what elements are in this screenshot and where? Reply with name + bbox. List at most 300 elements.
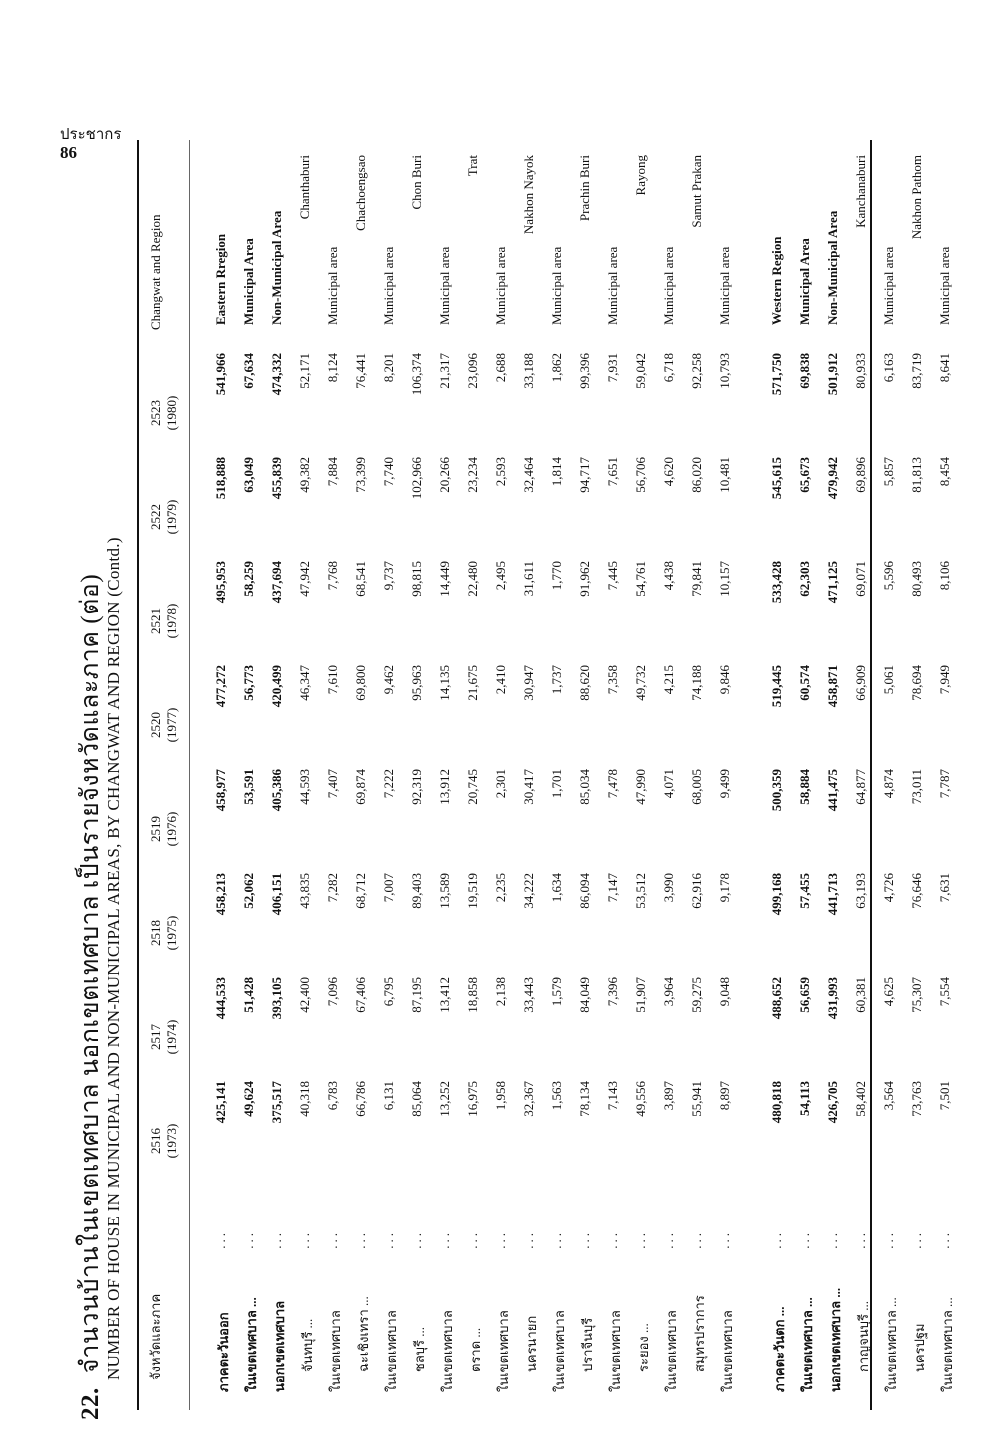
row-thai-label: ในเขตเทศบาล bbox=[496, 1310, 511, 1392]
table-cell: 78,694 bbox=[909, 665, 924, 701]
table-cell: 62,303 bbox=[797, 561, 812, 597]
table-cell: 43,835 bbox=[297, 873, 312, 909]
table-cell: 58,884 bbox=[797, 769, 812, 805]
row-leader-dots: ... bbox=[769, 1230, 784, 1249]
row-leader-dots: ... bbox=[881, 1230, 896, 1249]
row-thai-label: ภาคตะวันออก bbox=[216, 1312, 231, 1392]
table-cell: 4,625 bbox=[881, 977, 896, 1007]
table-cell: 4,215 bbox=[661, 665, 676, 695]
table-cell: 84,049 bbox=[577, 977, 592, 1013]
row-english-label: Kanchanaburi bbox=[853, 155, 868, 228]
table-cell: 78,134 bbox=[577, 1081, 592, 1117]
table-cell: 69,874 bbox=[353, 769, 368, 805]
year-column-header bbox=[148, 893, 179, 973]
table-cell: 2,688 bbox=[493, 353, 508, 383]
table-cell: 5,596 bbox=[881, 561, 896, 591]
row-english-label: Chon Buri bbox=[409, 155, 424, 210]
table-body bbox=[207, 140, 959, 1410]
table-cell: 533,428 bbox=[769, 561, 784, 604]
gregorian-year: (1973) bbox=[163, 1123, 179, 1159]
table-row bbox=[459, 140, 487, 1410]
table-cell: 69,071 bbox=[853, 561, 868, 597]
table-cell: 1,701 bbox=[549, 769, 564, 799]
row-thai-label: ในเขตเทศบาล ... bbox=[244, 1297, 259, 1392]
table-cell: 3,964 bbox=[661, 977, 676, 1007]
table-cell: 9,499 bbox=[717, 769, 732, 799]
row-english-label: Eastern Rregion bbox=[213, 233, 228, 325]
table-cell: 32,464 bbox=[521, 457, 536, 493]
row-leader-dots: ... bbox=[661, 1230, 676, 1249]
row-english-label: Chachoengsao bbox=[353, 155, 368, 231]
table-cell: 64,877 bbox=[853, 769, 868, 805]
table-cell: 6,163 bbox=[881, 353, 896, 383]
row-english-label: Non-Municipal Area bbox=[825, 210, 840, 325]
row-leader-dots: ... bbox=[549, 1230, 564, 1249]
table-cell: 68,005 bbox=[689, 769, 704, 805]
table-cell: 52,062 bbox=[241, 873, 256, 909]
table-cell: 7,096 bbox=[325, 977, 340, 1007]
row-thai-label: ในเขตเทศบาล ... bbox=[800, 1297, 815, 1392]
row-thai-label: ในเขตเทศบาล bbox=[552, 1310, 567, 1392]
table-cell: 501,912 bbox=[825, 353, 840, 396]
gregorian-year: (1976) bbox=[163, 811, 179, 847]
row-thai-label: ชลบุรี ... bbox=[412, 1326, 427, 1372]
row-thai-label: ฉะเชิงเทรา ... bbox=[356, 1296, 371, 1372]
table-cell: 66,786 bbox=[353, 1081, 368, 1117]
table-cell: 8,124 bbox=[325, 353, 340, 383]
table-cell: 10,157 bbox=[717, 561, 732, 597]
table-cell: 393,105 bbox=[269, 977, 284, 1020]
table-cell: 4,438 bbox=[661, 561, 676, 591]
table-cell: 54,761 bbox=[633, 561, 648, 597]
table-cell: 9,737 bbox=[381, 561, 396, 591]
table-cell: 47,942 bbox=[297, 561, 312, 597]
table-cell: 66,909 bbox=[853, 665, 868, 701]
table-cell: 458,871 bbox=[825, 665, 840, 708]
table-cell: 57,455 bbox=[797, 873, 812, 909]
row-leader-dots: ... bbox=[521, 1230, 536, 1249]
row-thai-label: นครปฐม bbox=[912, 1323, 927, 1372]
table-cell: 44,593 bbox=[297, 769, 312, 805]
thai-year: 2520 bbox=[148, 712, 163, 738]
table-title-thai-text: จำนวนบ้านในเขตเทศบาล นอกเขตเทศบาล เป็นรายจังหวัดและภาค (ต่อ) bbox=[77, 573, 104, 1374]
row-english-label: Municipal Area bbox=[241, 238, 256, 325]
row-leader-dots: ... bbox=[409, 1230, 424, 1249]
table-cell: 7,147 bbox=[605, 873, 620, 903]
table-row bbox=[791, 140, 819, 1410]
table-cell: 34,222 bbox=[521, 873, 536, 909]
table-cell: 69,800 bbox=[353, 665, 368, 701]
page-section-label: ประชากร bbox=[60, 127, 122, 143]
row-thai-label: ภาคตะวันตก ... bbox=[772, 1306, 787, 1392]
table-cell: 32,367 bbox=[521, 1081, 536, 1117]
table-cell: 69,838 bbox=[797, 353, 812, 389]
row-leader-dots: ... bbox=[605, 1230, 620, 1249]
row-leader-dots: ... bbox=[437, 1230, 452, 1249]
table-cell: 7,610 bbox=[325, 665, 340, 695]
row-english-label: Municipal area bbox=[881, 246, 896, 325]
table-cell: 1,814 bbox=[549, 457, 564, 487]
table-cell: 63,049 bbox=[241, 457, 256, 493]
table-cell: 85,064 bbox=[409, 1081, 424, 1117]
table-cell: 4,071 bbox=[661, 769, 676, 799]
row-thai-label: ในเขตเทศบาล bbox=[720, 1310, 735, 1392]
table-cell: 94,717 bbox=[577, 457, 592, 493]
table-cell: 92,319 bbox=[409, 769, 424, 805]
table-cell: 474,332 bbox=[269, 353, 284, 396]
table-cell: 7,143 bbox=[605, 1081, 620, 1111]
table-cell: 1,862 bbox=[549, 353, 564, 383]
table-cell: 51,907 bbox=[633, 977, 648, 1013]
row-leader-dots: ... bbox=[633, 1230, 648, 1249]
table-cell: 67,406 bbox=[353, 977, 368, 1013]
thai-year: 2518 bbox=[148, 920, 163, 946]
table-cell: 102,966 bbox=[409, 457, 424, 500]
gregorian-year: (1978) bbox=[163, 603, 179, 639]
row-thai-label: กาญจนบุรี ... bbox=[856, 1301, 871, 1372]
table-cell: 86,094 bbox=[577, 873, 592, 909]
table-cell: 431,993 bbox=[825, 977, 840, 1020]
year-column-header bbox=[148, 685, 179, 765]
table-cell: 14,449 bbox=[437, 561, 452, 597]
table-cell: 10,793 bbox=[717, 353, 732, 389]
gregorian-year: (1977) bbox=[163, 707, 179, 743]
row-english-label: Municipal area bbox=[381, 246, 396, 325]
gregorian-year: (1979) bbox=[163, 499, 179, 535]
table-cell: 58,259 bbox=[241, 561, 256, 597]
table-cell: 85,034 bbox=[577, 769, 592, 805]
row-leader-dots: ... bbox=[213, 1230, 228, 1249]
table-row bbox=[263, 140, 291, 1410]
table-cell: 7,407 bbox=[325, 769, 340, 799]
row-leader-dots: ... bbox=[717, 1230, 732, 1249]
table-cell: 60,381 bbox=[853, 977, 868, 1013]
table-row bbox=[711, 140, 739, 1410]
table-cell: 59,275 bbox=[689, 977, 704, 1013]
row-english-label: Western Region bbox=[769, 236, 784, 325]
table-cell: 13,412 bbox=[437, 977, 452, 1013]
table-cell: 499,168 bbox=[769, 873, 784, 916]
english-column-header: Changwat and Region bbox=[148, 214, 163, 330]
row-thai-label: ระยอง ... bbox=[636, 1323, 651, 1372]
table-cell: 9,846 bbox=[717, 665, 732, 695]
page-number: 86 bbox=[60, 142, 77, 162]
table-cell: 49,556 bbox=[633, 1081, 648, 1117]
table-cell: 7,787 bbox=[937, 769, 952, 799]
table-cell: 7,768 bbox=[325, 561, 340, 591]
table-row bbox=[291, 140, 319, 1410]
gregorian-year: (1975) bbox=[163, 915, 179, 951]
table-cell: 98,815 bbox=[409, 561, 424, 597]
table-cell: 8,454 bbox=[937, 457, 952, 487]
table-cell: 86,020 bbox=[689, 457, 704, 493]
table-cell: 2,410 bbox=[493, 665, 508, 695]
row-leader-dots: ... bbox=[241, 1230, 256, 1249]
table-cell: 571,750 bbox=[769, 353, 784, 396]
row-leader-dots: ... bbox=[493, 1230, 508, 1249]
row-english-label: Municipal area bbox=[717, 246, 732, 325]
rotated-table-frame bbox=[70, 120, 955, 1420]
table-cell: 405,386 bbox=[269, 769, 284, 812]
row-leader-dots: ... bbox=[269, 1230, 284, 1249]
table-cell: 33,443 bbox=[521, 977, 536, 1013]
table-cell: 63,193 bbox=[853, 873, 868, 909]
table-cell: 420,499 bbox=[269, 665, 284, 708]
table-cell: 31,611 bbox=[521, 561, 536, 597]
table-cell: 46,347 bbox=[297, 665, 312, 701]
thai-year: 2517 bbox=[148, 1024, 163, 1050]
row-thai-label: ปราจีนบุรี bbox=[580, 1317, 595, 1372]
table-cell: 4,726 bbox=[881, 873, 896, 903]
table-row bbox=[683, 140, 711, 1410]
row-english-label: Samut Prakan bbox=[689, 155, 704, 228]
table-cell: 406,151 bbox=[269, 873, 284, 916]
year-column-header bbox=[148, 997, 179, 1077]
row-english-label: Nakhon Nayok bbox=[521, 155, 536, 235]
row-leader-dots: ... bbox=[825, 1230, 840, 1249]
row-english-label: Municipal area bbox=[325, 246, 340, 325]
table-cell: 14,135 bbox=[437, 665, 452, 701]
row-english-label: Municipal area bbox=[937, 246, 952, 325]
table-cell: 106,374 bbox=[409, 353, 424, 396]
table-cell: 65,673 bbox=[797, 457, 812, 493]
row-english-label: Municipal area bbox=[437, 246, 452, 325]
table-cell: 21,317 bbox=[437, 353, 452, 389]
table-number: 22. bbox=[77, 1387, 104, 1420]
table-cell: 479,942 bbox=[825, 457, 840, 500]
table-cell: 437,694 bbox=[269, 561, 284, 604]
row-leader-dots: ... bbox=[381, 1230, 396, 1249]
table-cell: 54,113 bbox=[797, 1081, 812, 1117]
table-row bbox=[207, 140, 235, 1410]
row-english-label: Non-Municipal Area bbox=[269, 210, 284, 325]
row-english-label: Municipal Area bbox=[797, 238, 812, 325]
table-cell: 1,563 bbox=[549, 1081, 564, 1111]
table-cell: 7,282 bbox=[325, 873, 340, 903]
thai-year: 2523 bbox=[148, 400, 163, 426]
table-cell: 7,931 bbox=[605, 353, 620, 383]
table-cell: 13,252 bbox=[437, 1081, 452, 1117]
table-cell: 33,188 bbox=[521, 353, 536, 389]
table-cell: 49,382 bbox=[297, 457, 312, 493]
table-row bbox=[487, 140, 515, 1410]
table-cell: 2,593 bbox=[493, 457, 508, 487]
thai-year: 2522 bbox=[148, 504, 163, 530]
table-cell: 20,266 bbox=[437, 457, 452, 493]
table-title-english: NUMBER OF HOUSE IN MUNICIPAL AND NON-MUNICIPAL AREAS, BY CHANGWAT AND REGION (Contd.) bbox=[104, 537, 123, 1380]
thai-column-header: จังหวัดและภาค bbox=[148, 1293, 163, 1380]
row-english-label: Municipal area bbox=[605, 246, 620, 325]
table-cell: 1,958 bbox=[493, 1081, 508, 1111]
table-cell: 58,402 bbox=[853, 1081, 868, 1117]
table-cell: 87,195 bbox=[409, 977, 424, 1013]
top-rule bbox=[137, 140, 139, 1410]
table-cell: 22,480 bbox=[465, 561, 480, 597]
row-english-label: Rayong bbox=[633, 155, 648, 196]
table-cell: 8,897 bbox=[717, 1081, 732, 1111]
table-cell: 56,659 bbox=[797, 977, 812, 1013]
table-row bbox=[655, 140, 683, 1410]
table-cell: 53,512 bbox=[633, 873, 648, 909]
table-cell: 7,445 bbox=[605, 561, 620, 591]
row-thai-label: ในเขตเทศบาล bbox=[608, 1310, 623, 1392]
table-cell: 7,651 bbox=[605, 457, 620, 487]
table-cell: 73,763 bbox=[909, 1081, 924, 1117]
table-cell: 7,884 bbox=[325, 457, 340, 487]
table-cell: 7,478 bbox=[605, 769, 620, 799]
table-cell: 60,574 bbox=[797, 665, 812, 701]
table-cell: 19,519 bbox=[465, 873, 480, 909]
table-cell: 6,718 bbox=[661, 353, 676, 383]
table-cell: 88,620 bbox=[577, 665, 592, 701]
table-cell: 42,400 bbox=[297, 977, 312, 1013]
table-cell: 83,719 bbox=[909, 353, 924, 389]
table-cell: 500,359 bbox=[769, 769, 784, 812]
table-cell: 480,818 bbox=[769, 1081, 784, 1124]
table-cell: 441,713 bbox=[825, 873, 840, 916]
table-cell: 477,272 bbox=[213, 665, 228, 708]
table-cell: 7,501 bbox=[937, 1081, 952, 1111]
table-row bbox=[931, 140, 959, 1410]
table-cell: 80,933 bbox=[853, 353, 868, 389]
table-row bbox=[347, 140, 375, 1410]
row-leader-dots: ... bbox=[465, 1230, 480, 1249]
table-row bbox=[431, 140, 459, 1410]
thai-year: 2516 bbox=[148, 1128, 163, 1154]
row-thai-label: นอกเขตเทศบาล bbox=[272, 1300, 287, 1392]
table-cell: 2,138 bbox=[493, 977, 508, 1007]
row-leader-dots: ... bbox=[577, 1230, 592, 1249]
table-cell: 18,858 bbox=[465, 977, 480, 1013]
table-cell: 99,396 bbox=[577, 353, 592, 389]
row-thai-label: ในเขตเทศบาล ... bbox=[940, 1297, 955, 1392]
row-leader-dots: ... bbox=[909, 1230, 924, 1249]
table-cell: 1,634 bbox=[549, 873, 564, 903]
row-thai-label: ในเขตเทศบาล bbox=[664, 1310, 679, 1392]
table-cell: 47,990 bbox=[633, 769, 648, 805]
thai-year: 2521 bbox=[148, 608, 163, 634]
table-cell: 67,634 bbox=[241, 353, 256, 389]
table-cell: 4,874 bbox=[881, 769, 896, 799]
table-cell: 426,705 bbox=[825, 1081, 840, 1124]
table-cell: 76,441 bbox=[353, 353, 368, 389]
row-thai-label: ในเขตเทศบาล ... bbox=[884, 1297, 899, 1392]
row-leader-dots: ... bbox=[297, 1230, 312, 1249]
table-cell: 55,941 bbox=[689, 1081, 704, 1117]
table-cell: 7,007 bbox=[381, 873, 396, 903]
table-cell: 68,712 bbox=[353, 873, 368, 909]
table-cell: 458,977 bbox=[213, 769, 228, 812]
table-cell: 59,042 bbox=[633, 353, 648, 389]
table-row bbox=[515, 140, 543, 1410]
table-cell: 30,947 bbox=[521, 665, 536, 701]
row-leader-dots: ... bbox=[797, 1230, 812, 1249]
table-cell: 89,403 bbox=[409, 873, 424, 909]
table-row bbox=[403, 140, 431, 1410]
row-english-label: Prachin Buri bbox=[577, 155, 592, 222]
table-cell: 441,475 bbox=[825, 769, 840, 812]
row-english-label: Nakhon Pathom bbox=[909, 155, 924, 240]
row-english-label: Trat bbox=[465, 155, 480, 177]
table-cell: 7,949 bbox=[937, 665, 952, 695]
table-cell: 3,897 bbox=[661, 1081, 676, 1111]
table-row bbox=[543, 140, 571, 1410]
header-rule bbox=[189, 140, 190, 1410]
table-cell: 40,318 bbox=[297, 1081, 312, 1117]
table-cell: 3,990 bbox=[661, 873, 676, 903]
table-cell: 2,301 bbox=[493, 769, 508, 799]
row-english-label: Municipal area bbox=[493, 246, 508, 325]
table-cell: 75,307 bbox=[909, 977, 924, 1013]
table-cell: 69,896 bbox=[853, 457, 868, 493]
table-cell: 49,624 bbox=[241, 1081, 256, 1117]
table-row bbox=[375, 140, 403, 1410]
table-cell: 9,462 bbox=[381, 665, 396, 695]
table-cell: 76,646 bbox=[909, 873, 924, 909]
table-cell: 471,125 bbox=[825, 561, 840, 604]
table-cell: 1,770 bbox=[549, 561, 564, 591]
table-cell: 444,533 bbox=[213, 977, 228, 1020]
table-cell: 6,783 bbox=[325, 1081, 340, 1111]
table-cell: 52,171 bbox=[297, 353, 312, 389]
table-cell: 23,096 bbox=[465, 353, 480, 389]
table-cell: 7,222 bbox=[381, 769, 396, 799]
table-row bbox=[319, 140, 347, 1410]
table-cell: 541,966 bbox=[213, 353, 228, 396]
row-thai-label: ตราด ... bbox=[468, 1327, 483, 1372]
table-cell: 9,048 bbox=[717, 977, 732, 1007]
table-cell: 30,417 bbox=[521, 769, 536, 805]
table-row bbox=[875, 140, 903, 1410]
table-cell: 62,916 bbox=[689, 873, 704, 909]
table-cell: 16,975 bbox=[465, 1081, 480, 1117]
table-cell: 56,706 bbox=[633, 457, 648, 493]
gregorian-year: (1980) bbox=[163, 395, 179, 431]
table-cell: 8,641 bbox=[937, 353, 952, 383]
table-cell: 375,517 bbox=[269, 1081, 284, 1124]
table-row bbox=[571, 140, 599, 1410]
table-cell: 73,399 bbox=[353, 457, 368, 493]
table-cell: 495,953 bbox=[213, 561, 228, 604]
table-cell: 92,258 bbox=[689, 353, 704, 389]
table-cell: 455,839 bbox=[269, 457, 284, 500]
table-cell: 2,235 bbox=[493, 873, 508, 903]
row-thai-label: สมุทรปราการ bbox=[692, 1295, 707, 1372]
table-cell: 79,841 bbox=[689, 561, 704, 597]
table-cell: 5,061 bbox=[881, 665, 896, 695]
table-cell: 519,445 bbox=[769, 665, 784, 708]
table-cell: 8,106 bbox=[937, 561, 952, 591]
table-cell: 3,564 bbox=[881, 1081, 896, 1111]
table-cell: 81,813 bbox=[909, 457, 924, 493]
table-cell: 7,396 bbox=[605, 977, 620, 1007]
table-cell: 80,493 bbox=[909, 561, 924, 597]
table-cell: 73,011 bbox=[909, 769, 924, 805]
table-cell: 49,732 bbox=[633, 665, 648, 701]
table-cell: 20,745 bbox=[465, 769, 480, 805]
table-cell: 9,178 bbox=[717, 873, 732, 903]
year-column-header bbox=[148, 581, 179, 661]
table-cell: 7,554 bbox=[937, 977, 952, 1007]
row-thai-label: นครนายก bbox=[524, 1315, 539, 1372]
row-english-label: Chanthaburi bbox=[297, 155, 312, 220]
table-cell: 4,620 bbox=[661, 457, 676, 487]
table-cell: 95,963 bbox=[409, 665, 424, 701]
table-cell: 1,737 bbox=[549, 665, 564, 695]
row-leader-dots: ... bbox=[353, 1230, 368, 1249]
table-cell: 13,589 bbox=[437, 873, 452, 909]
table-cell: 56,773 bbox=[241, 665, 256, 701]
